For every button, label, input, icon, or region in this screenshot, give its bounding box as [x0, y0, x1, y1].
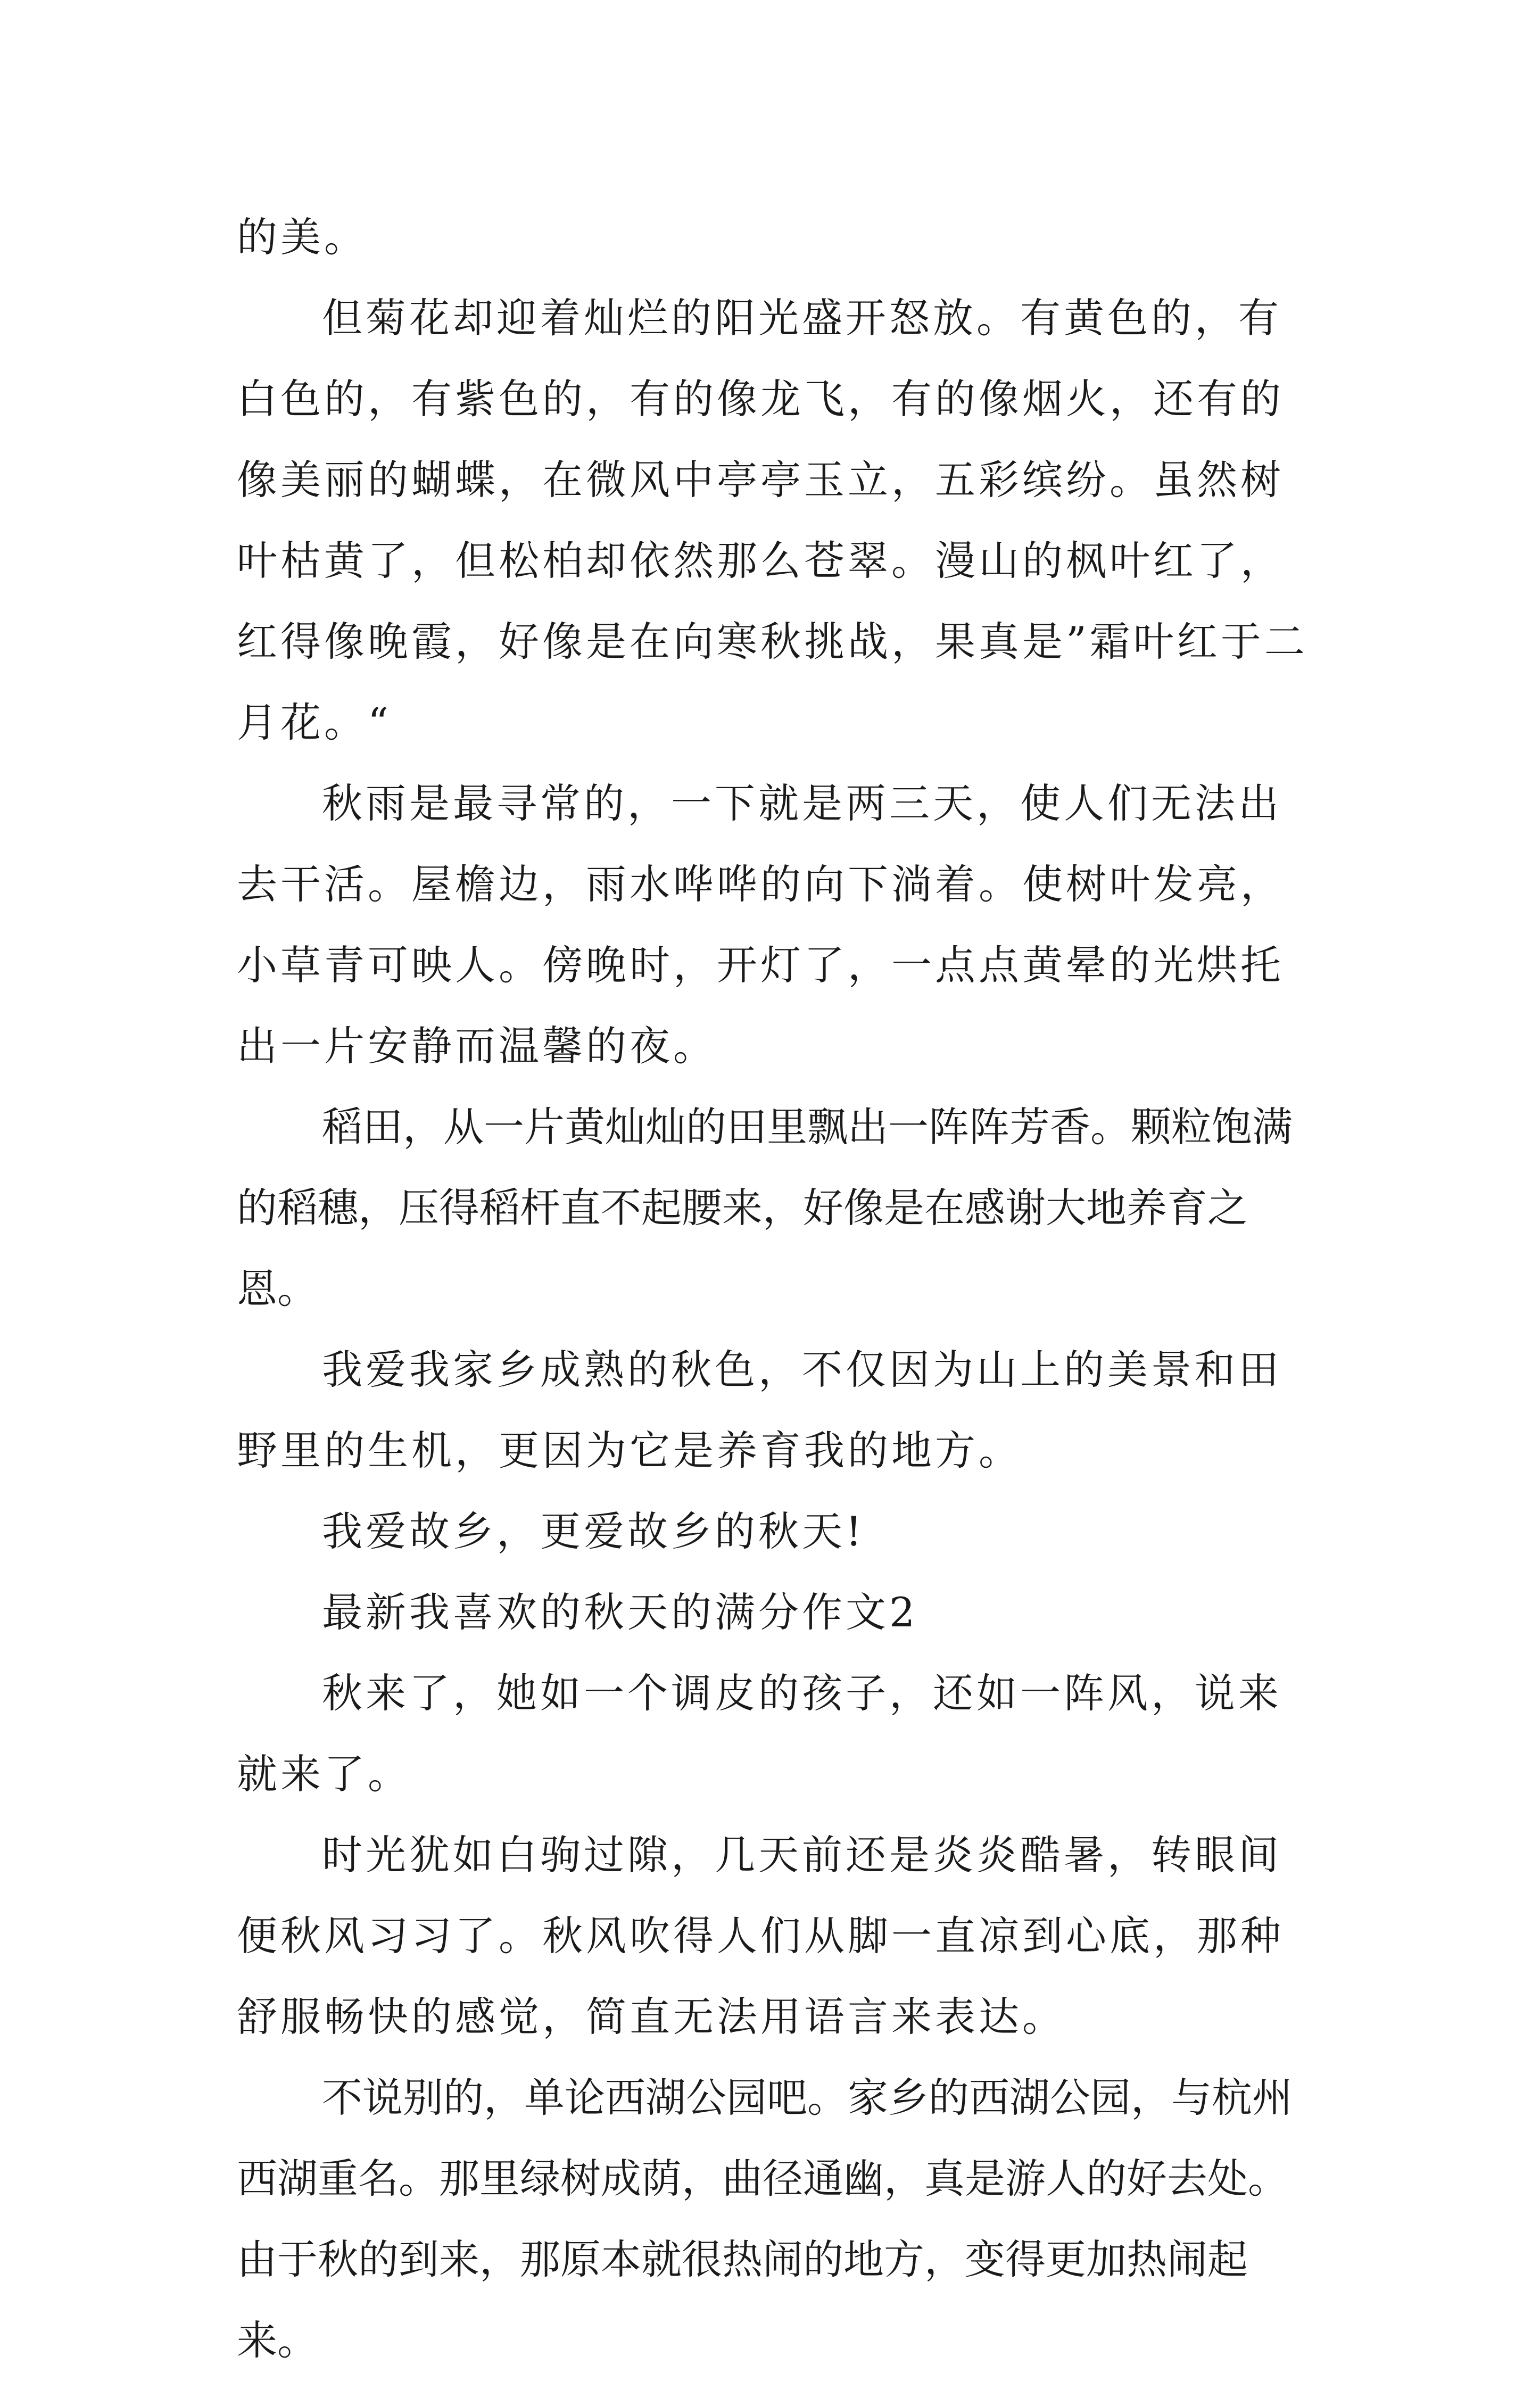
paragraph: 的美。: [237, 213, 368, 261]
paragraph: 不说别的，单论西湖公园吧。家乡的西湖公园，与杭州西湖重名。那里绿树成荫，曲径通幽，真是游人的好去处。由于秋的到来，那原本就很热闹的地方，变得更加热闹起来。: [237, 2074, 1293, 2364]
paragraph: 秋来了，她如一个调皮的孩子，还如一阵风，说来就来了。: [237, 1669, 1282, 1798]
paragraph: 时光犹如白驹过隙，几天前还是炎炎酷暑，转眼间便秋风习习了。秋风吹得人们从脚一直凉到心底，那种舒服畅快的感觉，简直无法用语言来表达。: [237, 1831, 1284, 2040]
paragraph: 我爱我家乡成熟的秋色，不仅因为山上的美景和田野里的生机，更因为它是养育我的地方。: [237, 1346, 1282, 1474]
paragraph: 我爱故乡，更爱故乡的秋天!: [322, 1508, 865, 1555]
paragraph: 但菊花却迎着灿烂的阳光盛开怒放。有黄色的，有白色的，有紫色的，有的像龙飞，有的像烟火，还有的像美丽的蝴蝶，在微风中亭亭玉立，五彩缤纷。虽然树叶枯黄了，但松柏却依然那么苍翠。漫山的枫叶红了，红得像晚霞，好像是在向寒秋挑战，果真是”霜叶红于二月花。“: [237, 294, 1308, 746]
section-heading: 最新我喜欢的秋天的满分作文2: [322, 1589, 918, 1636]
document-body: [237, 197, 1322, 2381]
paragraph: 秋雨是最寻常的，一下就是两三天，使人们无法出去干活。屋檐边，雨水哗哗的向下淌着。使树叶发亮，小草青可映人。傍晚时，开灯了，一点点黄晕的光烘托出一片安静而温馨的夜。: [237, 780, 1284, 1070]
paragraph: 稻田，从一片黄灿灿的田里飘出一阵阵芳香。颗粒饱满的稻穗，压得稻杆直不起腰来，好像是在感谢大地养育之恩。: [237, 1103, 1293, 1312]
